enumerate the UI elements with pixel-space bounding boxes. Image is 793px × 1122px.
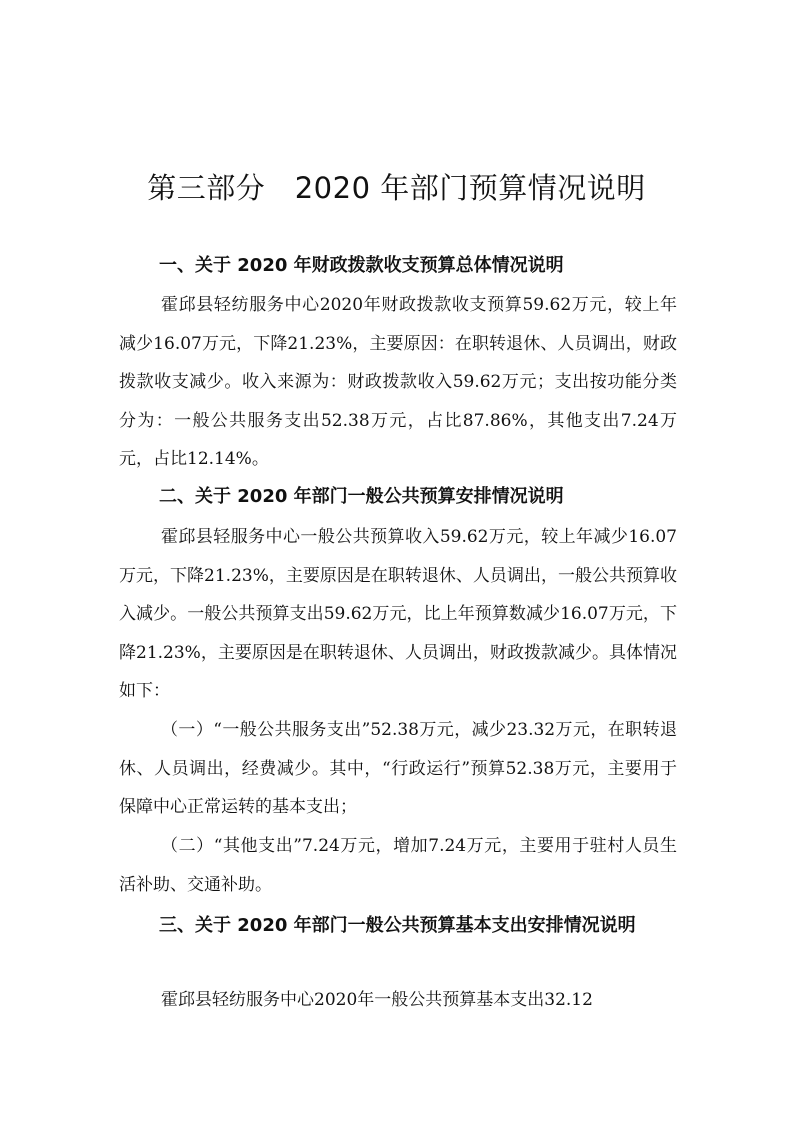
section-2-heading: 二、关于 2020 年部门一般公共预算安排情况说明 xyxy=(159,486,564,507)
section-3-paragraph-1: 霍邱县轻纺服务中心2020年一般公共预算基本支出32.12 xyxy=(161,990,593,1010)
section-2-paragraph-2: （一）“一般公共服务支出”52.38万元，减少23.32万元，在职转退休、人员调出，经费减少。其中，“行政运行”预算52.38万元，主要用于保障中心正常运转的基本支出； xyxy=(119,720,677,817)
section-3-heading: 三、关于 2020 年部门一般公共预算基本支出安排情况说明 xyxy=(159,915,636,936)
section-1-heading: 一、关于 2020 年财政拨款收支预算总体情况说明 xyxy=(159,255,564,276)
section-1-paragraph-1: 霍邱县轻纺服务中心2020年财政拨款收支预算59.62万元，较上年减少16.07万元，下降21.23%，主要原因：在职转退休、人员调出，财政拨款收支减少。收入来源为：财政拨款收入59.62万元；支出按功能分类分为：一般公共服务支出52.38万元，占比87.86%，其他支出7.24万元，占比12.14%。 xyxy=(119,295,677,469)
section-2-paragraph-3: （二）“其他支出”7.24万元，增加7.24万元，主要用于驻村人员生活补助、交通补助。 xyxy=(119,836,677,895)
section-2-paragraph-1: 霍邱县轻服务中心一般公共预算收入59.62万元，较上年减少16.07万元，下降21.23%，主要原因是在职转退休、人员调出，一般公共预算收入减少。一般公共预算支出59.62万元，比上年预算数减少16.07万元，下降21.23%，主要原因是在职转退休、人员调出，财政拨款减少。具体情况如下： xyxy=(119,527,677,701)
page-title: 第三部分 2020 年部门预算情况说明 xyxy=(147,171,646,205)
